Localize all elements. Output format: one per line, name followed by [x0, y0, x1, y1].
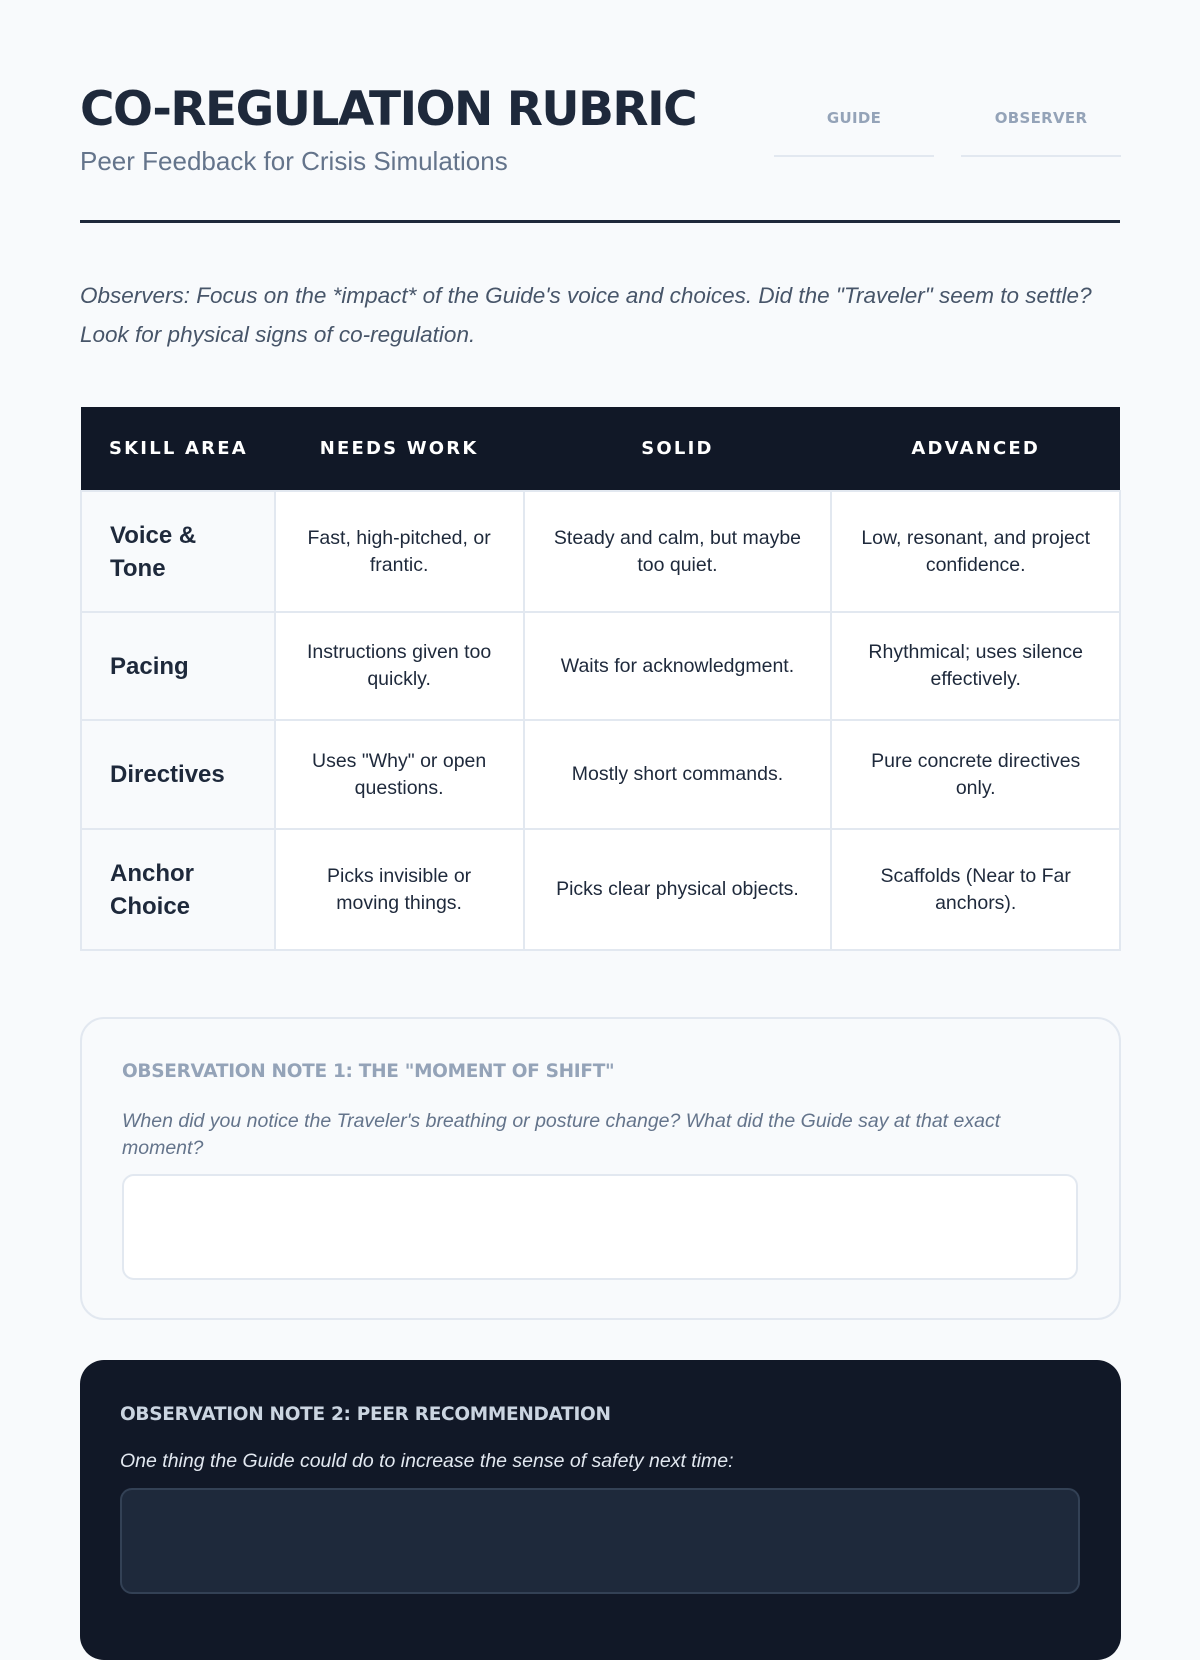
- cell-solid[interactable]: Waits for acknowledgment.: [524, 612, 832, 720]
- skill-directives: Directives: [81, 720, 275, 829]
- note-1-label: OBSERVATION NOTE 1: THE "MOMENT OF SHIFT": [122, 1061, 615, 1082]
- guide-signature-field[interactable]: [774, 100, 934, 157]
- observer-instructions: Observers: Focus on the *impact* of the Guide's voice and choices. Did the "Traveler" seem to settle? Look for physical signs of co-regulation.: [80, 283, 1092, 347]
- observation-note-2: [80, 1360, 1121, 1660]
- header-skill-area: SKILL AREA: [81, 407, 275, 491]
- observer-signature-label: OBSERVER: [994, 109, 1088, 127]
- skill-pacing: Pacing: [81, 612, 275, 720]
- rubric-table: [80, 407, 1121, 951]
- cell-needs-work[interactable]: Fast, high-pitched, or frantic.: [275, 491, 524, 612]
- note-1-prompt: When did you notice the Traveler's breathing or posture change? What did the Guide say at that exact moment?: [122, 1110, 1001, 1159]
- header-advanced: ADVANCED: [831, 407, 1120, 491]
- cell-needs-work[interactable]: Picks invisible or moving things.: [275, 829, 524, 950]
- table-row: [81, 491, 1120, 612]
- table-row: [81, 612, 1120, 720]
- table-header-row: [81, 407, 1120, 491]
- cell-advanced[interactable]: Scaffolds (Near to Far anchors).: [831, 829, 1120, 950]
- note-2-label: OBSERVATION NOTE 2: PEER RECOMMENDATION: [120, 1404, 611, 1425]
- page-title: CO-REGULATION RUBRIC: [80, 82, 697, 137]
- header-divider: [80, 220, 1120, 223]
- cell-solid[interactable]: Mostly short commands.: [524, 720, 832, 829]
- cell-advanced[interactable]: Pure concrete directives only.: [831, 720, 1120, 829]
- guide-signature-label: GUIDE: [826, 109, 882, 127]
- note-2-input[interactable]: [120, 1488, 1080, 1594]
- observer-signature-field[interactable]: [961, 100, 1121, 157]
- skill-voice-tone: Voice & Tone: [81, 491, 275, 612]
- cell-needs-work[interactable]: Instructions given too quickly.: [275, 612, 524, 720]
- cell-needs-work[interactable]: Uses "Why" or open questions.: [275, 720, 524, 829]
- cell-advanced[interactable]: Low, resonant, and project confidence.: [831, 491, 1120, 612]
- table-row: [81, 829, 1120, 950]
- header-needs-work: NEEDS WORK: [275, 407, 524, 491]
- page-subtitle: Peer Feedback for Crisis Simulations: [80, 146, 508, 176]
- cell-advanced[interactable]: Rhythmical; uses silence effectively.: [831, 612, 1120, 720]
- table-row: [81, 720, 1120, 829]
- observation-note-1: [80, 1017, 1121, 1320]
- skill-anchor-choice: Anchor Choice: [81, 829, 275, 950]
- note-2-prompt: One thing the Guide could do to increase the sense of safety next time:: [120, 1450, 734, 1472]
- header-solid: SOLID: [524, 407, 832, 491]
- cell-solid[interactable]: Steady and calm, but maybe too quiet.: [524, 491, 832, 612]
- note-1-input[interactable]: [122, 1174, 1078, 1280]
- cell-solid[interactable]: Picks clear physical objects.: [524, 829, 832, 950]
